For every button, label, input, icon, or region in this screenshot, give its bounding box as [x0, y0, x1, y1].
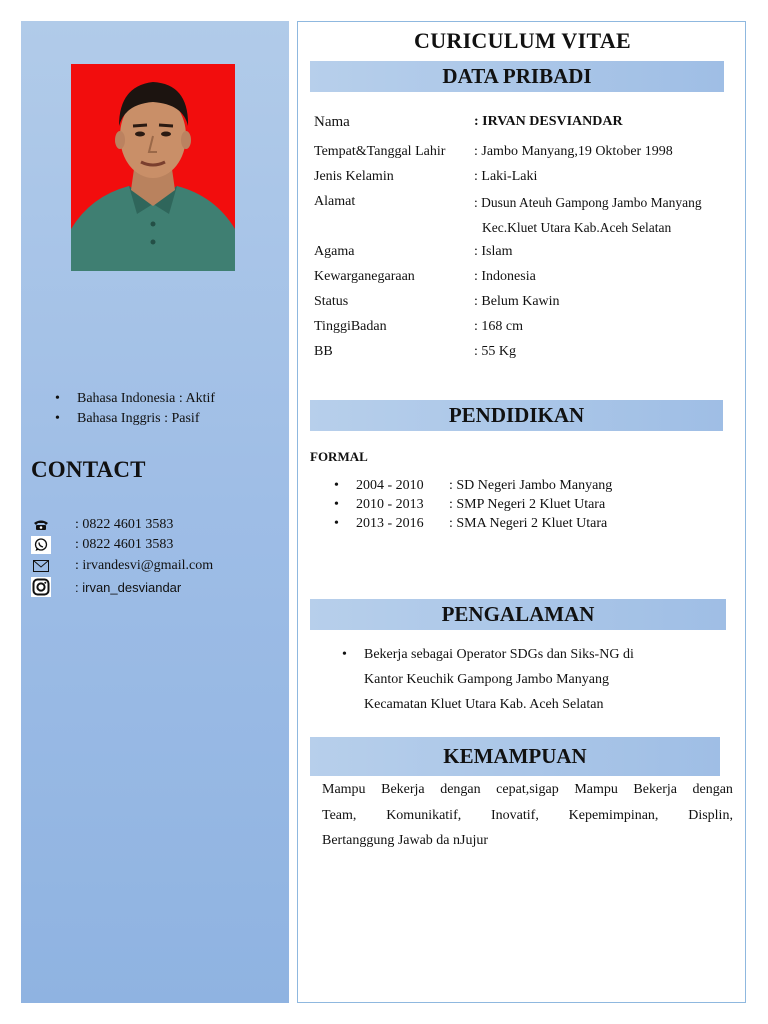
address-line-1: : Dusun Ateuh Gampong Jambo Manyang [474, 195, 702, 210]
personal-data-row [314, 194, 739, 244]
address-line-2: Kec.Kluet Utara Kab.Aceh Selatan [482, 220, 672, 235]
skill-word: dengan [440, 782, 481, 797]
profile-photo [71, 64, 235, 271]
row-value: : IRVAN DESVIANDAR [474, 114, 623, 129]
main-content [297, 21, 746, 1003]
row-value [474, 190, 739, 244]
language-list [55, 389, 215, 429]
row-label: Tempat&Tanggal Lahir [314, 144, 446, 159]
row-label: Alamat [314, 194, 356, 209]
language-item: • Bahasa Indonesia : Aktif [55, 389, 215, 409]
row-label: Kewarganegaraan [314, 269, 415, 284]
row-label: Status [314, 294, 349, 309]
phone-icon [31, 516, 51, 534]
row-value: : Laki-Laki [474, 169, 538, 184]
skill-word: Mampu [574, 782, 618, 797]
skill-word: Bekerja [633, 782, 677, 797]
skill-word: cepat,sigap [496, 782, 559, 797]
education-item [334, 514, 612, 533]
row-value: : 55 Kg [474, 344, 516, 359]
email-icon [31, 557, 51, 575]
personal-data-row [314, 319, 739, 344]
contact-title: CONTACT [31, 457, 146, 482]
education-item [334, 476, 612, 495]
contact-instagram [31, 577, 182, 597]
education-years: 2004 - 2010 [356, 478, 424, 493]
skill-word: Inovatif, [491, 807, 539, 823]
row-value: : Jambo Manyang,19 Oktober 1998 [474, 144, 673, 159]
education-years: 2010 - 2013 [356, 497, 424, 512]
education-school: : SMA Negeri 2 Kluet Utara [449, 516, 608, 531]
skills-line-1 [322, 777, 733, 803]
skill-word: Displin, [688, 807, 733, 823]
language-item: • Bahasa Inggris : Pasif [55, 409, 215, 429]
skill-word: Team, [322, 807, 357, 823]
personal-data-row [314, 269, 739, 294]
row-label: Nama [314, 114, 350, 130]
personal-data-row [314, 344, 739, 369]
contact-email-text: : irvandesvi@gmail.com [75, 558, 214, 573]
row-label: Agama [314, 244, 355, 259]
row-value: : Belum Kawin [474, 294, 560, 309]
personal-data-table [314, 114, 739, 369]
section-header-kemampuan: KEMAMPUAN [310, 737, 720, 776]
education-school: : SMP Negeri 2 Kluet Utara [449, 497, 606, 512]
personal-data-row [314, 244, 739, 269]
skills-line-2 [322, 803, 733, 829]
education-list [334, 476, 612, 533]
contact-email [31, 556, 214, 576]
skills-line-3: Bertanggung Jawab da nJujur [322, 833, 489, 848]
section-header-data-pribadi: DATA PRIBADI [310, 61, 724, 92]
page-title: CURICULUM VITAE [414, 28, 631, 53]
contact-whatsapp-text: : 0822 4601 3583 [75, 537, 174, 552]
education-item [334, 495, 612, 514]
formal-label: FORMAL [310, 449, 368, 464]
personal-data-row [314, 144, 739, 169]
personal-data-row [314, 114, 739, 144]
experience-line: Kecamatan Kluet Utara Kab. Aceh Selatan [364, 697, 604, 712]
skill-word: Kepemimpinan, [568, 807, 659, 823]
sidebar [21, 21, 289, 1003]
experience-line: Kantor Keuchik Gampong Jambo Manyang [364, 672, 609, 687]
row-label: BB [314, 344, 333, 359]
experience-list [342, 642, 634, 717]
instagram-icon [31, 577, 51, 597]
row-label: Jenis Kelamin [314, 169, 394, 184]
contact-phone-text: : 0822 4601 3583 [75, 517, 174, 532]
skill-word: Komunikatif, [386, 807, 462, 823]
skill-word: Bekerja [381, 782, 425, 797]
row-value: : Indonesia [474, 269, 536, 284]
education-school: : SD Negeri Jambo Manyang [449, 478, 613, 493]
skill-word: Mampu [322, 782, 366, 797]
contact-phone [31, 515, 174, 535]
row-label: TinggiBadan [314, 319, 387, 334]
section-header-pendidikan: PENDIDIKAN [310, 400, 723, 431]
contact-instagram-text: : irvan_desviandar [75, 579, 182, 595]
section-header-pengalaman: PENGALAMAN [310, 599, 726, 630]
skills-paragraph [322, 777, 733, 854]
personal-data-row [314, 294, 739, 319]
experience-line: • Bekerja sebagai Operator SDGs dan Siks-NG di [342, 642, 634, 667]
whatsapp-icon [31, 536, 51, 554]
row-value: : 168 cm [474, 319, 523, 334]
education-years: 2013 - 2016 [356, 516, 424, 531]
contact-whatsapp [31, 535, 174, 555]
skill-word: dengan [692, 782, 733, 797]
row-value: : Islam [474, 244, 513, 259]
